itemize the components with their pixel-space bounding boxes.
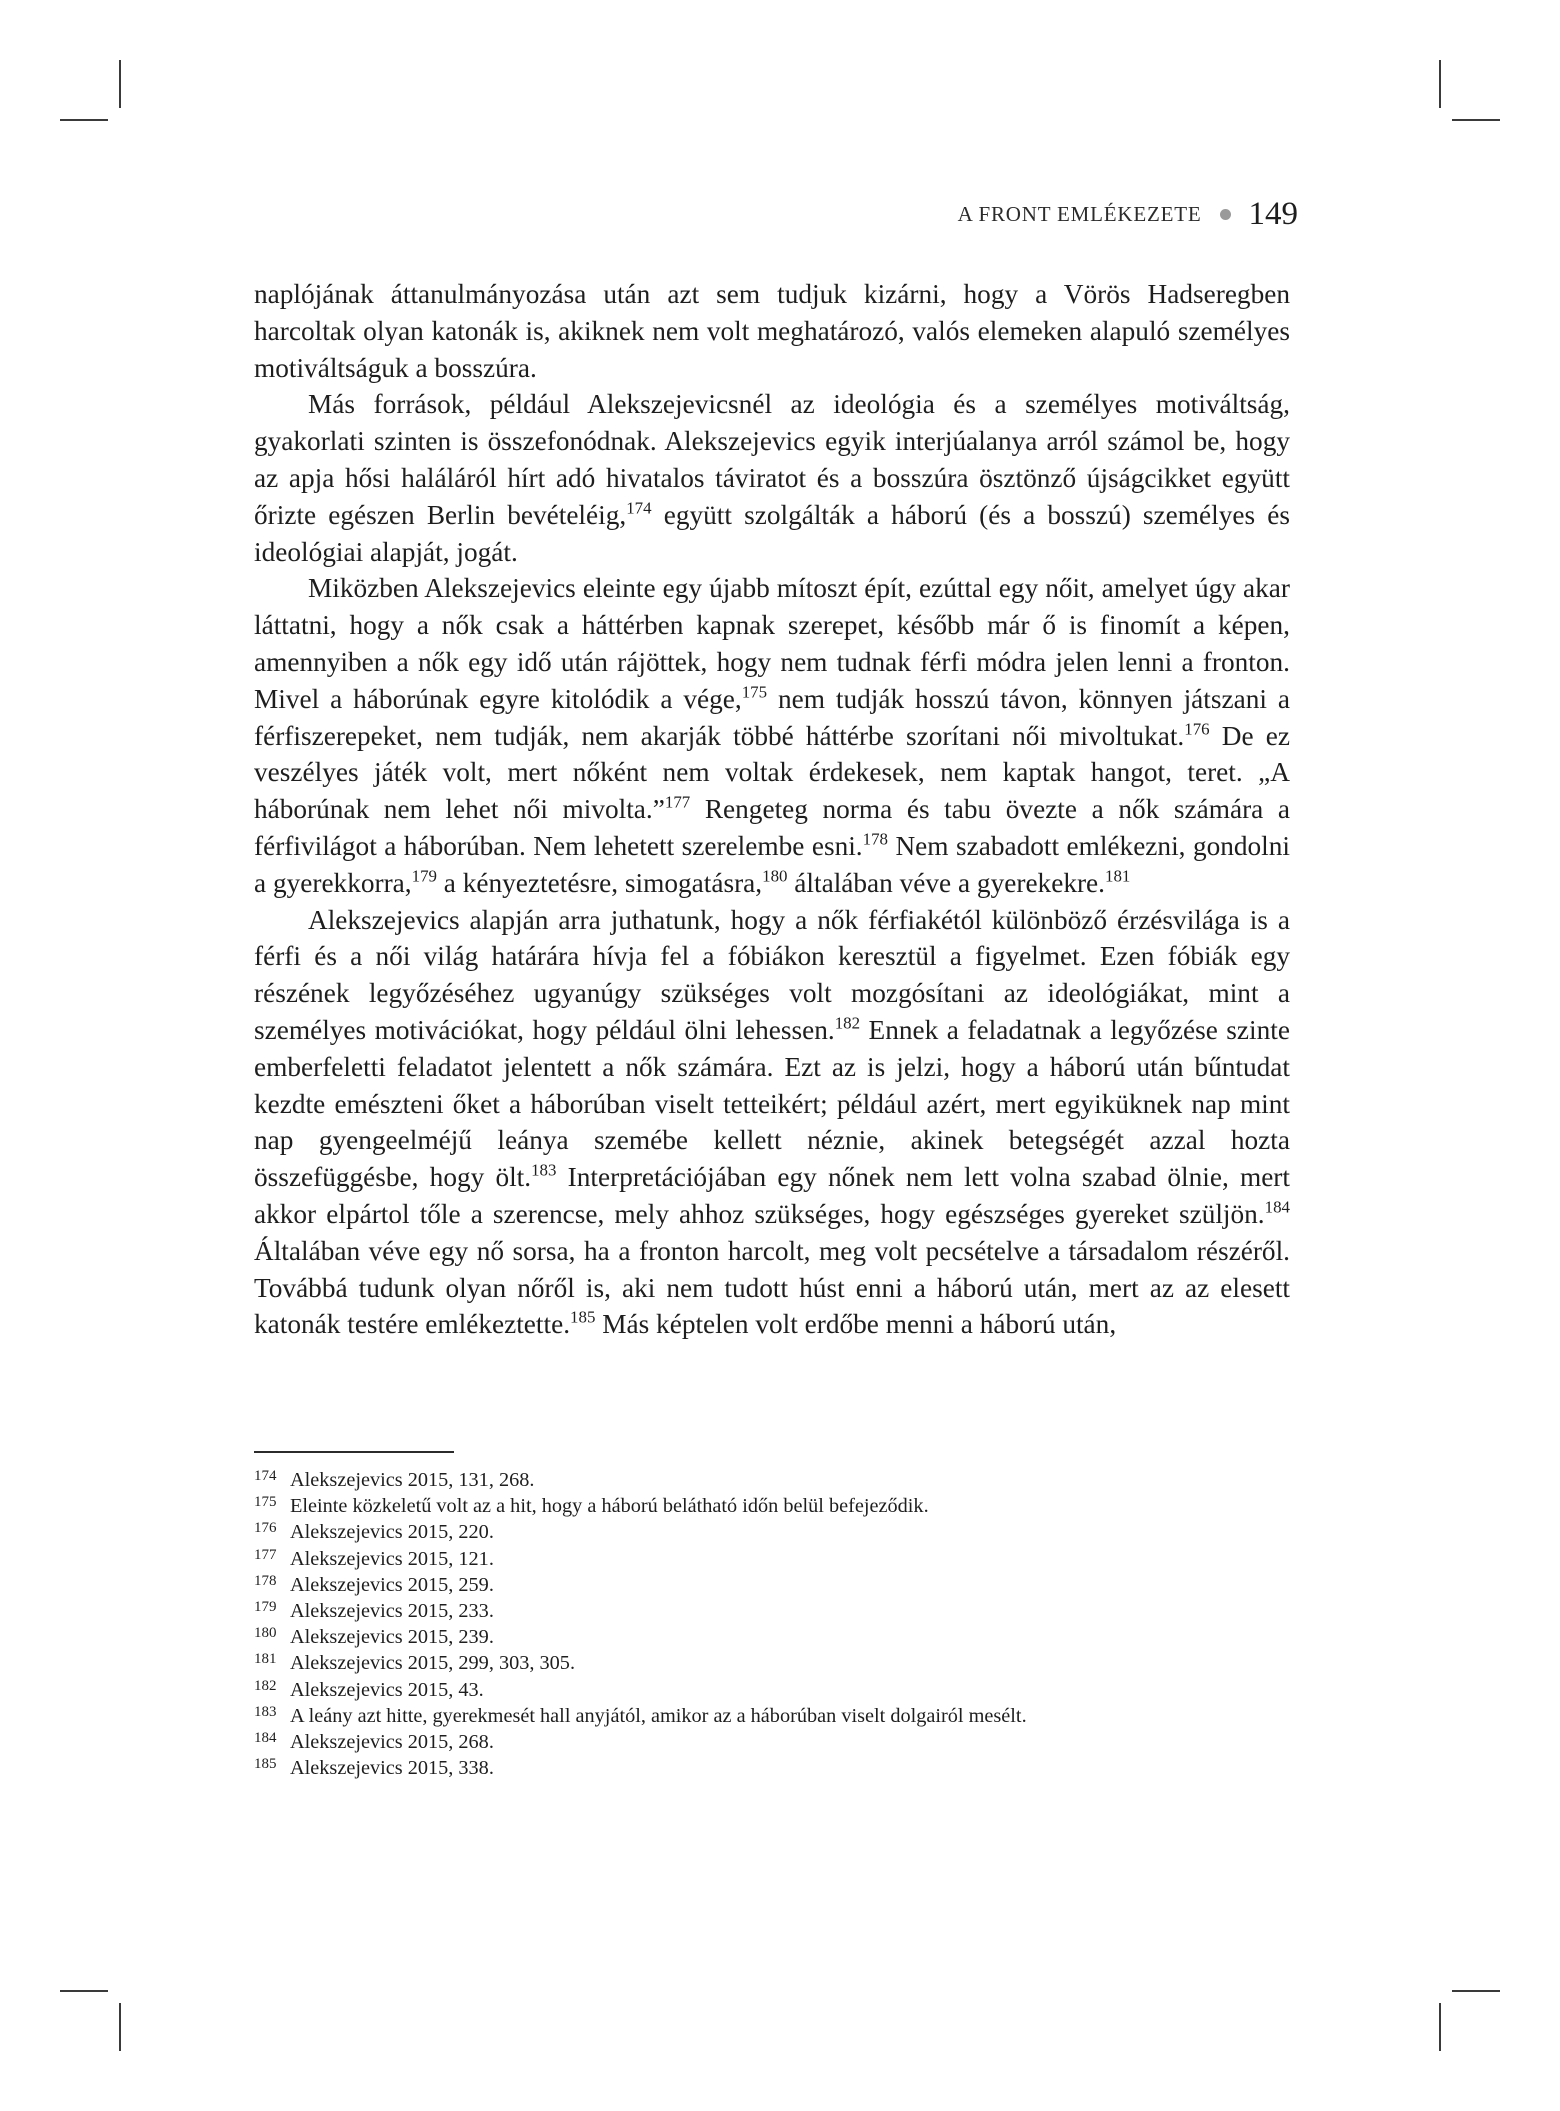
footnote-number: 179 <box>254 1599 277 1616</box>
paragraph-4 <box>254 902 1290 1344</box>
footnote-174 <box>254 1467 1290 1493</box>
crop-mark-top-right-vertical <box>1439 60 1441 108</box>
text-run: általában véve a gyerekekre. <box>787 867 1105 898</box>
footnote-ref-181[interactable]: 181 <box>1105 866 1131 886</box>
footnote-text: Alekszejevics 2015, 121. <box>290 1547 494 1570</box>
footnote-ref-180[interactable]: 180 <box>762 866 788 886</box>
footnote-number: 182 <box>254 1677 277 1694</box>
footnote-178 <box>254 1572 1290 1598</box>
footnote-176 <box>254 1519 1290 1545</box>
footnote-185 <box>254 1755 1290 1781</box>
running-header <box>958 196 1298 233</box>
footnote-ref-185[interactable]: 185 <box>570 1307 596 1327</box>
footnote-ref-184[interactable]: 184 <box>1264 1197 1290 1217</box>
footnote-ref-174[interactable]: 174 <box>626 498 652 518</box>
footnote-179 <box>254 1598 1290 1624</box>
footnote-183 <box>254 1703 1290 1729</box>
footnote-180 <box>254 1624 1290 1650</box>
text-run: Miközben Alekszejevics eleinte egy újabb mítoszt épít, ezúttal egy nőit, amelyet úgy akar láttatni, hogy a nők csak a háttérben kapnak szerepet, később már ő is finomít a képen, amennyiben a nők egy idő után rájöttek, hogy nem tudnak férfi módra jelen lenni a fronton. Mivel a háborúnak egyre kitolódik a vége, <box>254 573 1290 714</box>
footnote-ref-179[interactable]: 179 <box>411 866 437 886</box>
text-run: De ez veszélyes játék volt, mert nőként nem voltak érdekesek, nem kaptak hangot, teret. „A háborúnak nem lehet női mivolta.” <box>254 720 1290 825</box>
crop-mark-bottom-right-horizontal <box>1452 1990 1500 1992</box>
footnote-text: A leány azt hitte, gyerekmesét hall anyjától, amikor az a háborúban viselt dolgairól mesélt. <box>290 1704 1027 1727</box>
footnote-182 <box>254 1677 1290 1703</box>
text-run: Más képtelen volt erdőbe menni a háború után, <box>595 1309 1117 1340</box>
footnote-text: Alekszejevics 2015, 220. <box>290 1521 494 1544</box>
footnote-text: Alekszejevics 2015, 43. <box>290 1678 484 1701</box>
footnote-number: 183 <box>254 1703 277 1720</box>
footnote-ref-178[interactable]: 178 <box>862 829 888 849</box>
footnote-text: Alekszejevics 2015, 239. <box>290 1626 494 1649</box>
text-run: Alekszejevics alapján arra juthatunk, hogy a nők férfiakétól különböző érzésvilága is a férfi és a női világ határára hívja fel a fóbiákon keresztül a figyelmet. Ezen fóbiák egy részének legyőzéséhez ugyanúgy szükséges volt mozgósítani az ideológiákat, mint a személyes motivációkat, hogy például ölni lehessen. <box>254 904 1290 1045</box>
text-run: Általában véve egy nő sorsa, ha a fronton harcolt, meg volt pecsételve a társadalom részéről. Továbbá tudunk olyan nőről is, aki nem tudott húst enni a háború után, mert az az elesett katonák testére emlékeztette. <box>254 1235 1290 1340</box>
footnote-text: Eleinte közkeletű volt az a hit, hogy a háború belátható időn belül befejeződik. <box>290 1495 929 1518</box>
paragraph-1 <box>254 276 1290 386</box>
footnote-ref-176[interactable]: 176 <box>1184 719 1210 739</box>
footnote-text: Alekszejevics 2015, 338. <box>290 1757 494 1780</box>
footnote-ref-183[interactable]: 183 <box>531 1160 557 1180</box>
footnote-number: 176 <box>254 1520 277 1537</box>
footnote-number: 177 <box>254 1546 277 1563</box>
text-run: Más források, például Alekszejevicsnél az ideológia és a személyes motiváltság, gyakorlati szinten is összefonódnak. Alekszejevics egyik interjúalanya arról számol be, hogy az apja hősi haláláról hírt adó hivatalos táviratot és a bosszúra ösztönző újságcikket együtt őrizte egészen Berlin bevételéig, <box>254 389 1290 530</box>
footnote-number: 180 <box>254 1625 277 1642</box>
page-number: 149 <box>1248 196 1298 232</box>
bullet-dot-icon <box>1220 209 1231 220</box>
body-text <box>254 276 1290 1343</box>
text-run: Rengeteg norma és tabu övezte a nők számára a férfivilágot a háborúban. Nem lehetett szerelembe esni. <box>254 794 1290 861</box>
footnote-number: 175 <box>254 1494 277 1511</box>
footnote-text: Alekszejevics 2015, 299, 303, 305. <box>290 1652 576 1675</box>
footnotes <box>254 1467 1290 1781</box>
text-run: nem tudják hosszú távon, könnyen játszani a férfiszerepeket, nem tudják, nem akarják többé háttérbe szorítani női mivoltukat. <box>254 683 1290 751</box>
text-run: naplójának áttanulmányozása után azt sem tudjuk kizárni, hogy a Vörös Hadseregben harcoltak olyan katonák is, akiknek nem volt meghatározó, valós elemeken alapuló személyes motiváltságuk a bosszúra. <box>254 279 1290 383</box>
running-header-title: A FRONT EMLÉKEZETE <box>957 202 1202 226</box>
footnote-separator <box>254 1451 454 1453</box>
paragraph-2 <box>254 386 1290 570</box>
footnote-number: 178 <box>254 1572 277 1589</box>
footnote-number: 174 <box>254 1468 277 1484</box>
footnote-ref-177[interactable]: 177 <box>664 792 691 812</box>
text-run: Interpretációjában egy nőnek nem lett volna szabad ölnie, mert akkor elpártol tőle a szerencse, mely ahhoz szükséges, hogy egészséges gyereket szüljön. <box>254 1162 1290 1229</box>
footnote-text: Alekszejevics 2015, 259. <box>290 1573 494 1596</box>
footnote-175 <box>254 1493 1290 1519</box>
footnote-text: Alekszejevics 2015, 131, 268. <box>290 1469 535 1491</box>
crop-mark-top-left-vertical <box>119 60 121 108</box>
footnote-177 <box>254 1546 1290 1572</box>
crop-mark-bottom-right-vertical <box>1439 2003 1441 2051</box>
crop-mark-top-right-horizontal <box>1452 119 1500 121</box>
crop-mark-top-left-horizontal <box>60 119 108 121</box>
text-run: a kényeztetésre, simogatásra, <box>436 867 763 898</box>
crop-mark-bottom-left-horizontal <box>60 1990 108 1992</box>
footnote-number: 181 <box>254 1651 277 1668</box>
footnote-ref-182[interactable]: 182 <box>834 1013 861 1033</box>
footnote-184 <box>254 1729 1290 1755</box>
footnote-181 <box>254 1650 1290 1676</box>
paragraph-3 <box>254 570 1290 901</box>
footnote-text: Alekszejevics 2015, 233. <box>290 1600 494 1623</box>
footnote-number: 185 <box>254 1756 277 1773</box>
footnote-ref-175[interactable]: 175 <box>741 682 768 702</box>
text-run: Nem szabadott emlékezni, gondolni a gyerekkorra, <box>254 830 1290 898</box>
footnote-number: 184 <box>254 1730 277 1747</box>
crop-mark-bottom-left-vertical <box>119 2003 121 2051</box>
footnote-text: Alekszejevics 2015, 268. <box>290 1731 494 1754</box>
text-run: együtt szolgálták a háború (és a bosszú) személyes és ideológiai alapját, jogát. <box>254 499 1290 567</box>
text-run: Ennek a feladatnak a legyőzése szinte emberfeletti feladatot jelentett a nők számára. Ezt az is jelzi, hogy a háború után bűntudat kezdte emészteni őket a háborúban viselt tetteikért; például azért, mert egyiküknek nap mint nap gyengeelméjű leánya szemébe kellett néznie, akinek betegségét azzal hozta összefüggésbe, hogy ölt. <box>254 1014 1290 1193</box>
